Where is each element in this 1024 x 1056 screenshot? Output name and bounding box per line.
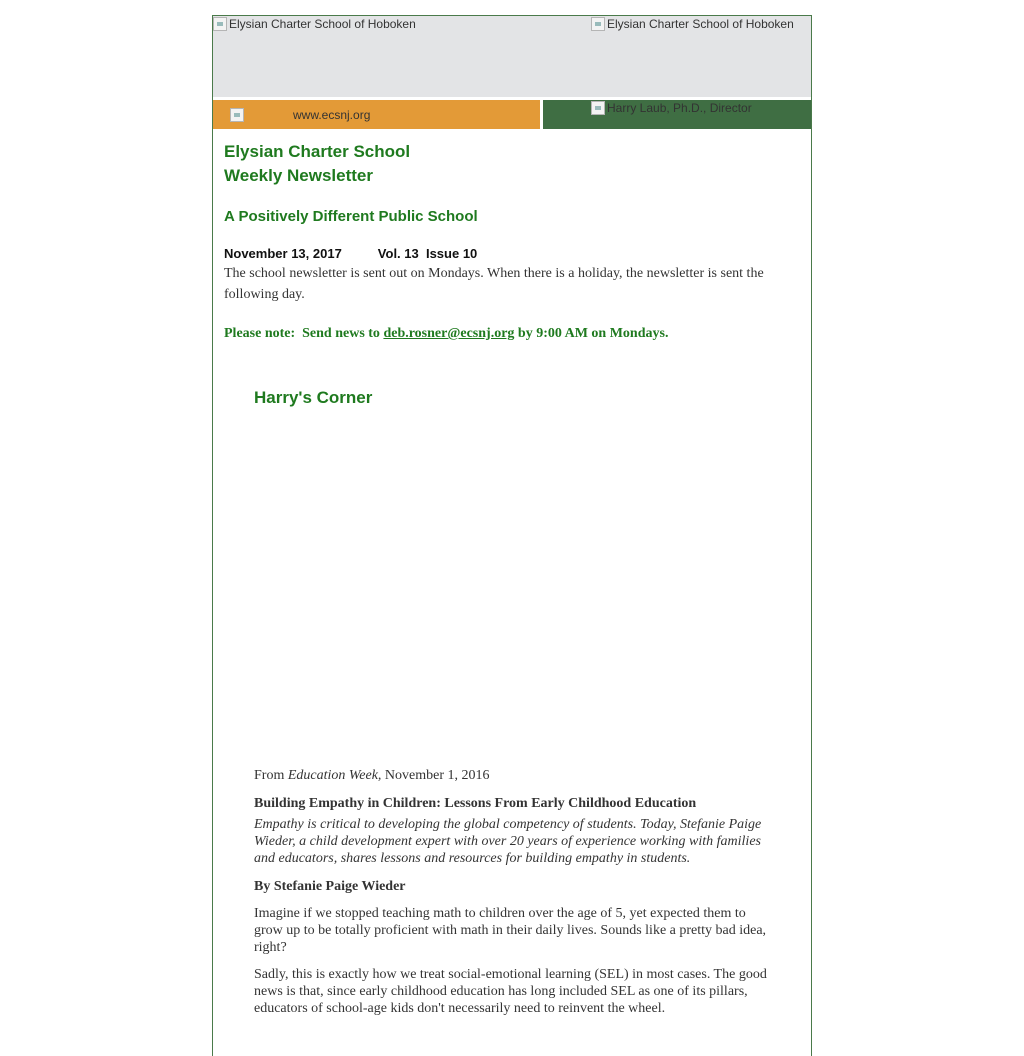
submission-note: Please note: Send news to deb.rosner@ecsnj.org by 9:00 AM on Mondays. bbox=[224, 326, 669, 341]
email-link[interactable]: deb.rosner@ecsnj.org bbox=[383, 326, 515, 341]
article-byline: By Stefanie Paige Wieder bbox=[254, 879, 406, 894]
school-logo-right: Elysian Charter School of Hoboken bbox=[591, 17, 794, 31]
harrys-corner-title: Harry's Corner bbox=[254, 388, 373, 407]
issue-line bbox=[224, 246, 477, 261]
article-dek: Empathy is critical to developing the global competency of students. Today, Stefanie Paige Wieder, a child development expert with over 20 years of experience working with families and educators, shares lessons and resources for building empathy in students. bbox=[254, 817, 762, 866]
broken-image-icon bbox=[591, 17, 605, 31]
issue-volume: Vol. 13 Issue 10 bbox=[377, 246, 478, 261]
newsletter-frame bbox=[212, 15, 812, 1056]
issue-date: November 13, 2017 bbox=[224, 246, 342, 261]
school-logo-left: Elysian Charter School of Hoboken bbox=[213, 17, 416, 31]
article-source: From Education Week, November 1, 2016 bbox=[254, 768, 490, 783]
website-image bbox=[230, 108, 244, 122]
website-link[interactable]: www.ecsnj.org bbox=[293, 108, 371, 122]
header-banner bbox=[213, 16, 811, 97]
director-bar bbox=[543, 100, 811, 129]
broken-image-icon bbox=[591, 101, 605, 115]
broken-image-icon bbox=[213, 17, 227, 31]
broken-image-icon bbox=[230, 108, 244, 122]
article-headline: Building Empathy in Children: Lessons From Early Childhood Education bbox=[254, 796, 697, 811]
intro-text: The school newsletter is sent out on Mondays. When there is a holiday, the newsletter is sent the following day. bbox=[224, 266, 764, 302]
director-image: Harry Laub, Ph.D., Director bbox=[591, 101, 752, 115]
website-bar[interactable] bbox=[213, 100, 540, 129]
newsletter-title-line1: Elysian Charter School bbox=[224, 142, 411, 161]
newsletter-title-line2: Weekly Newsletter bbox=[224, 166, 373, 185]
article-paragraph-2: Sadly, this is exactly how we treat social-emotional learning (SEL) in most cases. The good news is that, since early childhood education has long included SEL as one of its pillars, educators of school-age kids don't necessarily need to reinvent the wheel. bbox=[254, 967, 767, 1016]
article-paragraph-1: Imagine if we stopped teaching math to children over the age of 5, yet expected them to grow up to be totally proficient with math in their daily lives. Sounds like a pretty bad idea, right? bbox=[254, 906, 767, 955]
tagline: A Positively Different Public School bbox=[224, 208, 478, 225]
